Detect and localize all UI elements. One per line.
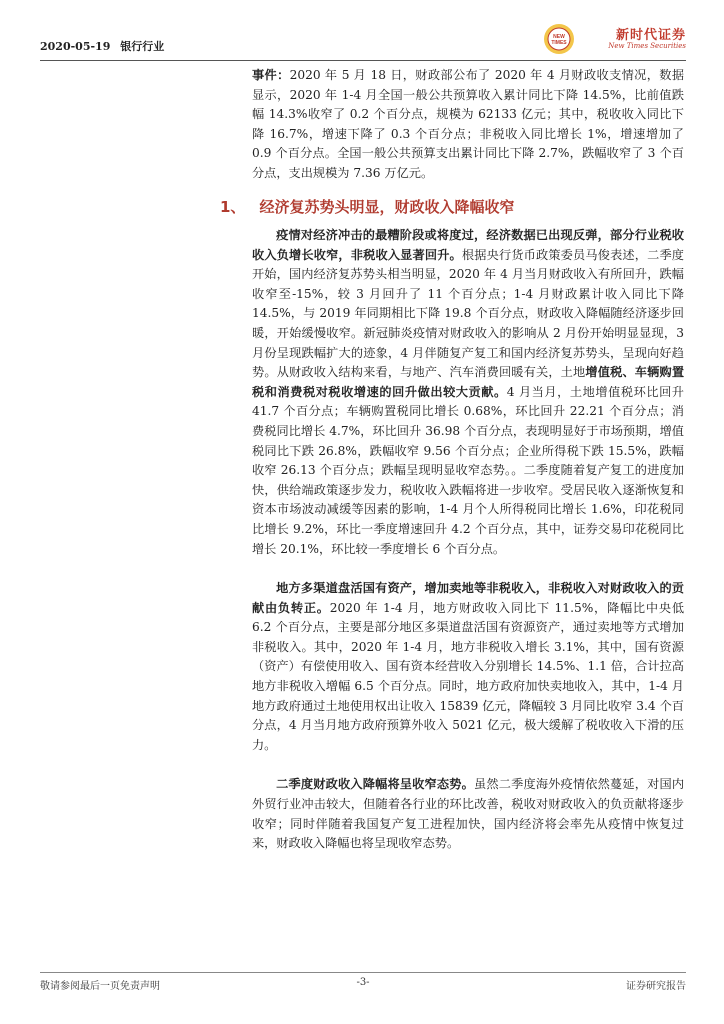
company-logo (536, 20, 686, 62)
report-type: 证券研究报告 (626, 981, 686, 992)
report-date: 2020-05-19 (40, 40, 111, 53)
body-paragraph-1 (252, 226, 684, 559)
paragraph-2-text: 2020 年 1-4 月，地方财政收入同比下 11.5%，降幅比中央低 6.2 个百分点，主要是部分地区多渠道盘活国有资源资产，通过卖地等方式增加非税收入。其中，2020 年 1-4 月，地方非税收入增长 3.1%，其中，国有资源（资产）有偿使用收入、国有资本经营收入分别增长 14.5%、1.1 倍，合计拉高地方非税收入增幅 6.5 个百分点。同时，地方政府加快卖地收入，其中，1-4 月地方政府通过土地使用权出让收入 15839 亿元，降幅较 3 月同比收窄 3.4 个百分点，4 月当月地方政府预算外收入 5021 亿元，极大缓解了税收收入下滑的压力。 (252, 600, 685, 752)
disclaimer-note: 敬请参阅最后一页免责声明 (40, 981, 160, 992)
paragraph-1-lead-b: 增值税、车辆购置税和消费税对税收增速的回升做出较大贡献。 (252, 365, 685, 399)
paragraph-2-lead: 地方多渠道盘活国有资产，增加卖地等非税收入，非税收入对财政收入的贡献由负转正。 (252, 581, 684, 615)
header-meta (40, 38, 170, 54)
page-header (40, 20, 686, 62)
event-text: 2020 年 5 月 18 日，财政部公布了 2020 年 4 月财政收支情况，数据显示，2020 年 1-4 月全国一般公共预算收入累计同比下降 14.5%，比前值跌幅 14.3%收窄了 0.2 个百分点，规模为 62133 亿元；其中，税收收入同比下降 16.7%，增速下降了 0.3 个百分点；非税收入同比增长 1%，增速增加了 0.9 个百分点。全国一般公共预算支出累计同比下降 2.7%，跌幅收窄了 3 个百分点，支出规模为 7.36 万亿元。 (252, 68, 685, 180)
header-divider (40, 60, 686, 61)
body-paragraph-2 (252, 579, 684, 755)
paragraph-1-text-b: 4 月当月，土地增值税环比回升 41.7 个百分点；车辆购置税同比增长 0.68%，环比回升 22.21 个百分点；消费税同比增长 4.7%，环比回升 36.98 个百分点，表现明显好于市场预期，增值税同比下跌 26.8%，跌幅收窄 9.56 个百分点；企业所得税下跌 15.5%，跌幅收窄 26.13 个百分点；跌幅呈现明显收窄态势。。二季度随着复产复工的进度加快，供给端政策逐步发力，税收收入跌幅将进一步收窄。受居民收入逐渐恢复和资本市场波动减缓等因素的影响，1-4 月个人所得税同比增长 1.6%，印花税同比增长 9.2%，环比一季度增速回升 4.2 个百分点，其中，证券交易印花税同比增长 20.1%，环比较一季度增长 6 个百分点。 (252, 384, 684, 556)
logo-chinese-name: 新时代证券 (615, 28, 686, 43)
paragraph-1-text-a: 根据央行货币政策委员马俊表述，二季度开始，国内经济复苏势头相当明显，2020 年 4 月当月财政收入有所回升，跌幅收窄至-15%，较 3 月回升了 11 个百分点；1-4 月财政累计收入同比下降 14.5%，与 2019 年同期相比下降 19.8 个百分点，财政收入降幅随经济逐步回暖，开始缓慢收窄。新冠肺炎疫情对财政收入的影响从 2 月份开始明显显现，3 月份呈现跌幅扩大的迹象，4 月伴随复产复工和国内经济复苏势头，呈现向好趋势。从财政收入结构来看，与地产、汽车消费回暖有关，土地 (252, 247, 684, 380)
paragraph-3-text: 虽然二季度海外疫情依然蔓延，对国内外贸行业冲击较大，但随着各行业的环比改善，税收对财政收入的负贡献将逐步收窄；同时伴随着我国复产复工进程加快，国内经济将会率先从疫情中恢复过来，财政收入降幅也将呈现收窄态势。 (252, 777, 685, 851)
section-number: 1、 (220, 198, 246, 216)
paragraph-1-lead: 疫情对经济冲击的最糟阶段或将度过，经济数据已出现反弹，部分行业税收收入负增长收窄，非税收入显著回升。 (252, 228, 684, 262)
section-heading (220, 196, 528, 217)
event-paragraph (252, 66, 684, 184)
event-lead: 事件： (252, 68, 290, 82)
logo-english-name: New Times Securities (608, 42, 686, 50)
section-title: 经济复苏势头明显，财政收入降幅收窄 (259, 198, 515, 216)
footer-divider (40, 972, 686, 973)
industry-label: 银行行业 (120, 40, 165, 53)
page-footer (40, 977, 686, 993)
section-body (252, 226, 684, 854)
paragraph-3-lead: 二季度财政收入降幅将呈收窄态势。 (276, 777, 474, 792)
body-paragraph-3 (252, 775, 684, 853)
page-number: -3- (356, 977, 370, 988)
svg-text:TIMES: TIMES (551, 40, 567, 46)
event-block (252, 66, 684, 184)
logo-seal-icon (542, 22, 576, 56)
svg-text:NEW: NEW (553, 34, 565, 40)
